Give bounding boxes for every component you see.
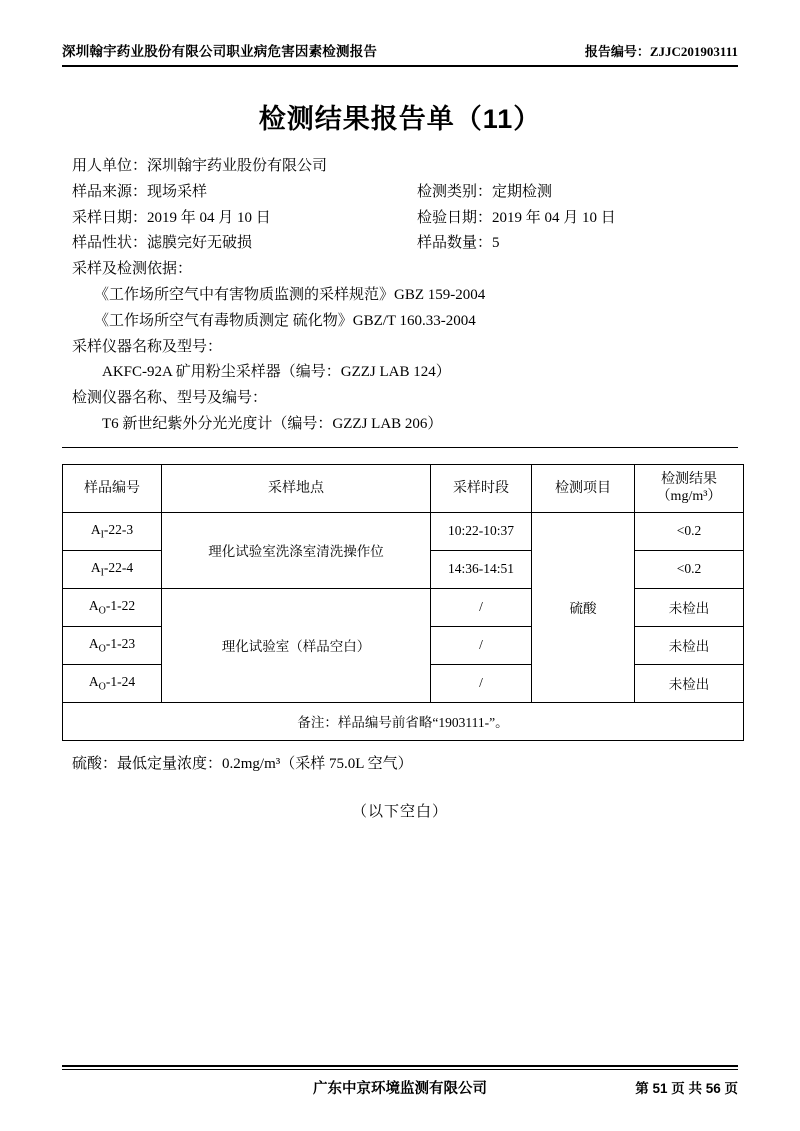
sample-no-sub: O xyxy=(98,681,106,693)
sample-no-sub: I xyxy=(100,529,104,541)
header-report-number-label: 报告编号： xyxy=(584,44,650,59)
cell-sample-no xyxy=(63,664,162,702)
sample-no-main: A xyxy=(88,635,99,651)
cell-time: 14:36-14:51 xyxy=(431,550,532,588)
info-row-state-count xyxy=(72,231,738,257)
test-type-value: 定期检测 xyxy=(492,183,553,200)
instrument-value: T6 新世纪紫外分光光度计（编号：GZZJ LAB 206） xyxy=(102,415,443,432)
cell-sample-no xyxy=(63,588,162,626)
table-row xyxy=(63,588,744,626)
sample-no-rest: -1-23 xyxy=(105,635,136,651)
cell-result: 未检出 xyxy=(635,588,744,626)
th-site: 采样地点 xyxy=(162,464,431,512)
header-report-number xyxy=(585,41,738,60)
header-report-subject: 深圳翰宇药业股份有限公司职业病危害因素检测报告 xyxy=(62,44,378,59)
inspect-date-value: 2019 年 04 月 10 日 xyxy=(492,209,616,226)
sample-no-main: A xyxy=(90,521,101,537)
th-sample-no: 样品编号 xyxy=(63,464,162,512)
employer-value: 深圳翰宇药业股份有限公司 xyxy=(147,158,328,174)
test-type-field xyxy=(417,180,738,206)
sampler-label: 采样仪器名称及型号： xyxy=(72,338,223,355)
sample-no-main: A xyxy=(88,673,99,689)
info-row-sampler-label xyxy=(72,335,738,361)
cell-time: / xyxy=(431,664,532,702)
footer-company: 广东中京环境监测有限公司 xyxy=(313,1081,487,1097)
basis-item-2: 《工作场所空气有毒物质测定 硫化物》GBZ/T 160.33-2004 xyxy=(94,312,476,329)
sample-state-value: 滤膜完好无破损 xyxy=(147,235,253,252)
table-row xyxy=(63,512,744,550)
instrument-label: 检测仪器名称、型号及编号： xyxy=(72,390,268,407)
cell-site-group-1: 理化试验室洗涤室清洗操作位 xyxy=(162,512,431,588)
cell-sample-no xyxy=(63,550,162,588)
sample-no-sub: O xyxy=(98,643,106,655)
sample-count-value: 5 xyxy=(492,235,500,252)
inspect-date-label: 检验日期： xyxy=(417,209,493,226)
employer-field xyxy=(72,154,417,180)
employer-label: 用人单位： xyxy=(72,158,148,174)
th-result-line2: （mg/m³） xyxy=(656,489,722,505)
info-row-basis-2 xyxy=(72,309,738,335)
cell-sample-no xyxy=(63,626,162,664)
footer-page-number: 第 51 页 共 56 页 xyxy=(635,1081,738,1096)
sampling-date-value: 2019 年 04 月 10 日 xyxy=(147,209,271,226)
blank-below-note: （以下空白） xyxy=(351,803,448,820)
cell-time: / xyxy=(431,626,532,664)
info-row-instrument-label xyxy=(72,386,738,412)
detection-limit-note: 硫酸：最低定量浓度：0.2mg/m³（采样 75.0L 空气） xyxy=(72,755,413,772)
sampler-value: AKFC-92A 矿用粉尘采样器（编号：GZZJ LAB 124） xyxy=(102,364,451,381)
header-report-number-value: ZJJC201903111 xyxy=(649,44,738,59)
sample-no-rest: -22-3 xyxy=(103,521,134,537)
sample-state-label: 样品性状： xyxy=(72,235,148,252)
table-header-row xyxy=(63,464,744,512)
info-row-dates xyxy=(72,206,738,232)
cell-result: <0.2 xyxy=(635,550,744,588)
sample-count-field xyxy=(417,231,738,257)
results-table xyxy=(62,464,744,741)
info-row-source-type xyxy=(72,180,738,206)
info-row-employer xyxy=(72,154,738,180)
sample-no-rest: -22-4 xyxy=(103,559,134,575)
sampling-date-label: 采样日期： xyxy=(72,209,148,226)
page-footer xyxy=(62,1065,738,1098)
info-row-instrument-value xyxy=(72,412,738,438)
sample-source-label: 样品来源： xyxy=(72,183,148,200)
sample-no-rest: -1-24 xyxy=(105,673,136,689)
basis-label: 采样及检测依据： xyxy=(72,261,193,278)
cell-result: 未检出 xyxy=(635,664,744,702)
sampling-date-field xyxy=(72,206,417,232)
cell-sample-no xyxy=(63,512,162,550)
info-block xyxy=(62,154,738,438)
th-time: 采样时段 xyxy=(431,464,532,512)
page-header xyxy=(62,40,738,64)
th-result xyxy=(635,464,744,512)
inspect-date-field xyxy=(417,206,738,232)
footer-divider-top xyxy=(62,1065,738,1067)
cell-remark: 备注：样品编号前省略“1903111-”。 xyxy=(63,702,744,740)
sample-no-main: A xyxy=(90,559,101,575)
sample-no-sub: I xyxy=(100,567,104,579)
basis-item-1: 《工作场所空气中有害物质监测的采样规范》GBZ 159-2004 xyxy=(94,286,486,303)
cell-result: 未检出 xyxy=(635,626,744,664)
info-row-basis-label xyxy=(72,257,738,283)
test-type-label: 检测类别： xyxy=(417,183,493,200)
sample-state-field xyxy=(72,231,417,257)
cell-site-group-2: 理化试验室（样品空白） xyxy=(162,588,431,702)
cell-time: / xyxy=(431,588,532,626)
page-title: 检测结果报告单（11） xyxy=(258,104,542,134)
info-divider xyxy=(62,447,738,448)
table-remark-row xyxy=(63,702,744,740)
cell-time: 10:22-10:37 xyxy=(431,512,532,550)
header-divider xyxy=(62,65,738,67)
sample-source-field xyxy=(72,180,417,206)
sample-no-rest: -1-22 xyxy=(105,597,136,613)
th-item: 检测项目 xyxy=(532,464,635,512)
sample-count-label: 样品数量： xyxy=(417,235,493,252)
sample-source-value: 现场采样 xyxy=(147,183,208,200)
sample-no-main: A xyxy=(88,597,99,613)
info-row-basis-1 xyxy=(72,283,738,309)
cell-item: 硫酸 xyxy=(532,512,635,702)
cell-result: <0.2 xyxy=(635,512,744,550)
info-row-sampler-value xyxy=(72,360,738,386)
sample-no-sub: O xyxy=(98,605,106,617)
th-result-line1: 检测结果 xyxy=(661,471,717,487)
footer-content xyxy=(62,1070,738,1098)
